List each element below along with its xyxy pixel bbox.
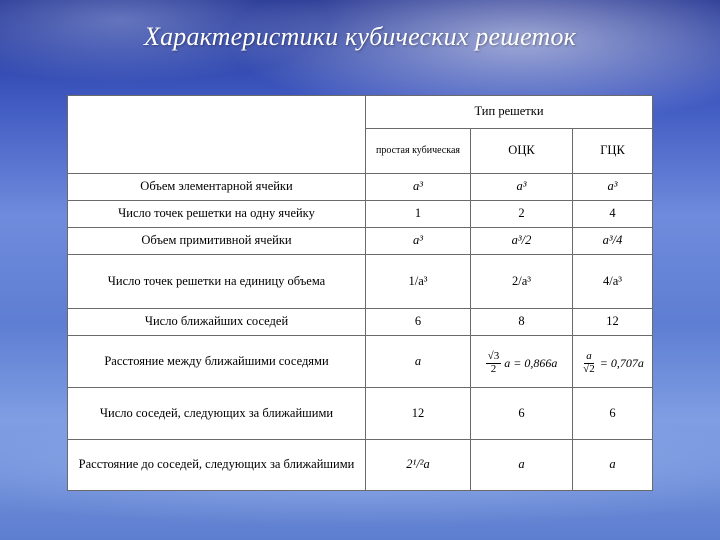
table-row — [68, 440, 653, 491]
fraction-denominator: 2 — [490, 362, 497, 375]
slide-title: Характеристики кубических решеток — [143, 22, 577, 51]
value-bcc: a³ — [471, 174, 573, 201]
value-simple: a³ — [366, 228, 471, 255]
header-empty-cell — [68, 96, 366, 174]
value-fcc: a³ — [573, 174, 653, 201]
header-simple-cubic: простая кубическая — [366, 129, 471, 174]
value-fcc: a³/4 — [573, 228, 653, 255]
fraction-numerator: √3 — [487, 349, 500, 362]
header-lattice-type: Тип решетки — [366, 96, 653, 129]
row-label: Расстояние между ближайшими соседями — [68, 336, 366, 388]
row-label: Число точек решетки на единицу объема — [68, 255, 366, 309]
row-label: Число соседей, следующих за ближайшими — [68, 388, 366, 440]
value-simple: 6 — [366, 309, 471, 336]
row-label: Число ближайших соседей — [68, 309, 366, 336]
table-row — [68, 309, 653, 336]
table-row — [68, 201, 653, 228]
value-simple: 2¹/²a — [366, 440, 471, 491]
header-fcc: ГЦК — [573, 129, 653, 174]
value-bcc: a — [471, 440, 573, 491]
fcc-distance-formula — [581, 351, 644, 375]
value-bcc: 6 — [471, 388, 573, 440]
table-row — [68, 388, 653, 440]
row-label: Расстояние до соседей, следующих за ближайшими — [68, 440, 366, 491]
value-bcc — [471, 336, 573, 388]
value-fcc: 12 — [573, 309, 653, 336]
row-label: Объем примитивной ячейки — [68, 228, 366, 255]
value-bcc: 2 — [471, 201, 573, 228]
value-fcc: 6 — [573, 388, 653, 440]
value-simple: 1/a³ — [366, 255, 471, 309]
table-row — [68, 174, 653, 201]
fraction-denominator: √2 — [583, 362, 595, 375]
table-row — [68, 228, 653, 255]
fraction-numerator: a — [586, 349, 592, 362]
header-bcc: ОЦК — [471, 129, 573, 174]
bcc-distance-formula — [486, 351, 558, 375]
table-row — [68, 255, 653, 309]
value-bcc: 8 — [471, 309, 573, 336]
value-simple: a³ — [366, 174, 471, 201]
lattice-table — [67, 95, 653, 491]
fraction — [581, 351, 597, 375]
fraction — [486, 351, 502, 375]
value-fcc: 4 — [573, 201, 653, 228]
value-simple: 1 — [366, 201, 471, 228]
value-fcc — [573, 336, 653, 388]
value-simple: a — [366, 336, 471, 388]
row-label: Объем элементарной ячейки — [68, 174, 366, 201]
row-label: Число точек решетки на одну ячейку — [68, 201, 366, 228]
formula-equation: = 0,707a — [599, 355, 644, 370]
formula-equation: a = 0,866a — [504, 355, 558, 370]
value-fcc: a — [573, 440, 653, 491]
value-fcc: 4/a³ — [573, 255, 653, 309]
table-row — [68, 336, 653, 388]
value-bcc: 2/a³ — [471, 255, 573, 309]
value-bcc: a³/2 — [471, 228, 573, 255]
value-simple: 12 — [366, 388, 471, 440]
